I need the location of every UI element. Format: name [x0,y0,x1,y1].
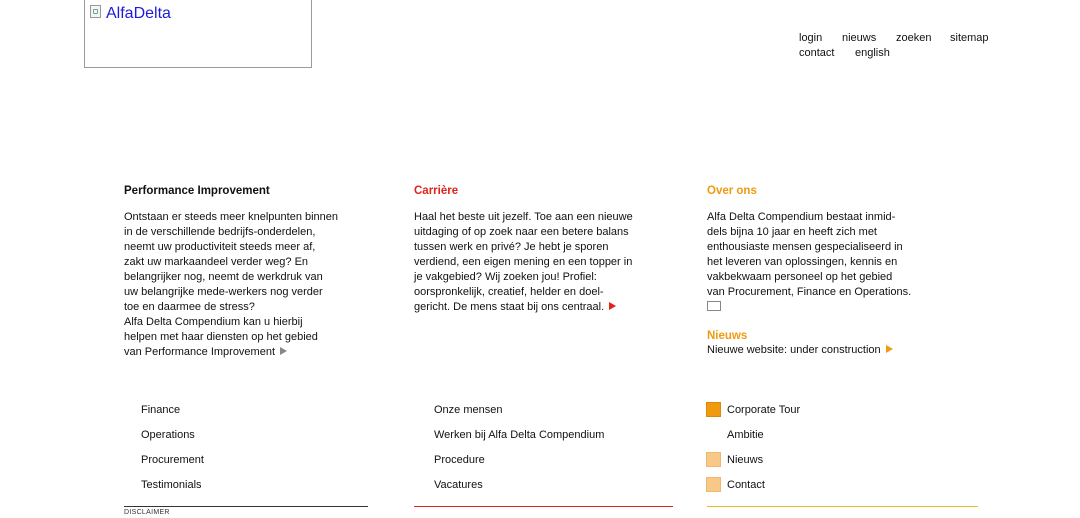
link-procedure[interactable]: Procedure [434,454,485,466]
over-ons-column [707,184,937,358]
square-icon [706,477,721,492]
arrow-right-icon[interactable] [609,302,616,310]
text-line: Alfa Delta Compendium bestaat inmid- [707,211,896,223]
arrow-right-icon[interactable] [886,345,893,353]
link-label: Nieuws [727,454,764,466]
link-finance[interactable]: Finance [141,404,181,416]
nieuws-line: Nieuwe website: under construction [707,344,881,356]
link-ambitie[interactable] [706,428,800,453]
text-line: oorspronkelijk, creatief, helder en doel- [414,286,604,298]
square-icon [706,452,721,467]
text-line: het leveren van oplossingen, kennis en [707,256,898,268]
carriere-text [414,210,659,315]
text-line: uw belangrijke mede-werkers nog verder [124,286,323,298]
text-line: dels bijna 10 jaar en heeft zich met [707,226,877,238]
nav-english[interactable]: english [855,47,890,59]
nav-login[interactable]: login [799,32,823,44]
divider [414,506,673,507]
arrow-right-icon[interactable] [280,347,287,355]
nav-sitemap[interactable]: sitemap [950,32,989,44]
nieuws-title: Nieuws [707,330,748,342]
performance-title: Performance Improvement [124,185,270,197]
broken-image-icon[interactable] [707,301,721,311]
text-line: van Performance Improvement [124,346,276,358]
text-line: Ontstaan er steeds meer knelpunten binnen [124,211,339,223]
text-line: van Procurement, Finance en Operations. [707,286,912,298]
text-line: Haal het beste uit jezelf. Toe aan een nieuwe [414,211,633,223]
text-line: uitdaging of op zoek naar een betere balans [414,226,629,238]
nav-nieuws[interactable]: nieuws [842,32,877,44]
link-label: Ambitie [727,429,764,441]
text-line: in de verschillende bedrijfs-onderdelen, [124,226,316,238]
links-column-2 [434,403,604,503]
link-nieuws[interactable] [706,453,800,478]
carriere-title: Carrière [414,185,459,197]
link-label: Contact [727,479,765,491]
performance-column [124,184,374,360]
link-testimonials[interactable]: Testimonials [141,479,202,491]
link-procurement[interactable]: Procurement [141,454,204,466]
broken-image-icon [90,5,101,18]
links-column-1 [141,403,204,503]
carriere-column [414,184,659,315]
link-werken-bij[interactable]: Werken bij Alfa Delta Compendium [434,429,605,441]
text-line: Alfa Delta Compendium kan u hierbij [124,316,303,328]
nieuws-text [707,343,937,358]
text-line: belangrijker nog, neemt de werkdruk van [124,271,323,283]
text-line: gericht. De mens staat bij ons centraal. [414,301,605,313]
logo-alt-text: AlfaDelta [106,5,171,22]
logo[interactable] [84,0,312,68]
text-line: toe en daarmee de stress? [124,301,255,313]
text-line: neemt uw productiviteit steeds meer af, [124,241,316,253]
links-column-3 [706,403,800,503]
divider [124,506,368,507]
over-ons-text [707,210,937,300]
text-line: tussen werk en privé? Je hebt je sporen [414,241,609,253]
nav-contact[interactable]: contact [799,47,835,59]
link-contact[interactable] [706,478,800,503]
square-icon [706,402,721,417]
link-label: Corporate Tour [727,404,801,416]
text-line: enthousiaste mensen gespecialiseerd in [707,241,903,253]
link-operations[interactable]: Operations [141,429,195,441]
text-line: verdiend, een eigen mening en een topper in [414,256,633,268]
over-ons-title: Over ons [707,185,757,197]
divider [707,506,978,507]
text-line: vakbekwaam personeel op het gebied [707,271,893,283]
nav-zoeken[interactable]: zoeken [896,32,932,44]
text-line: helpen met haar diensten op het gebied [124,331,318,343]
link-corporate-tour[interactable] [706,403,800,428]
link-vacatures[interactable]: Vacatures [434,479,483,491]
disclaimer-link[interactable]: DISCLAIMER [124,509,170,516]
link-onze-mensen[interactable]: Onze mensen [434,404,503,416]
performance-text [124,210,374,360]
text-line: zakt uw markaandeel verder weg? En [124,256,309,268]
text-line: je vakgebied? Wij zoeken jou! Profiel: [414,271,597,283]
